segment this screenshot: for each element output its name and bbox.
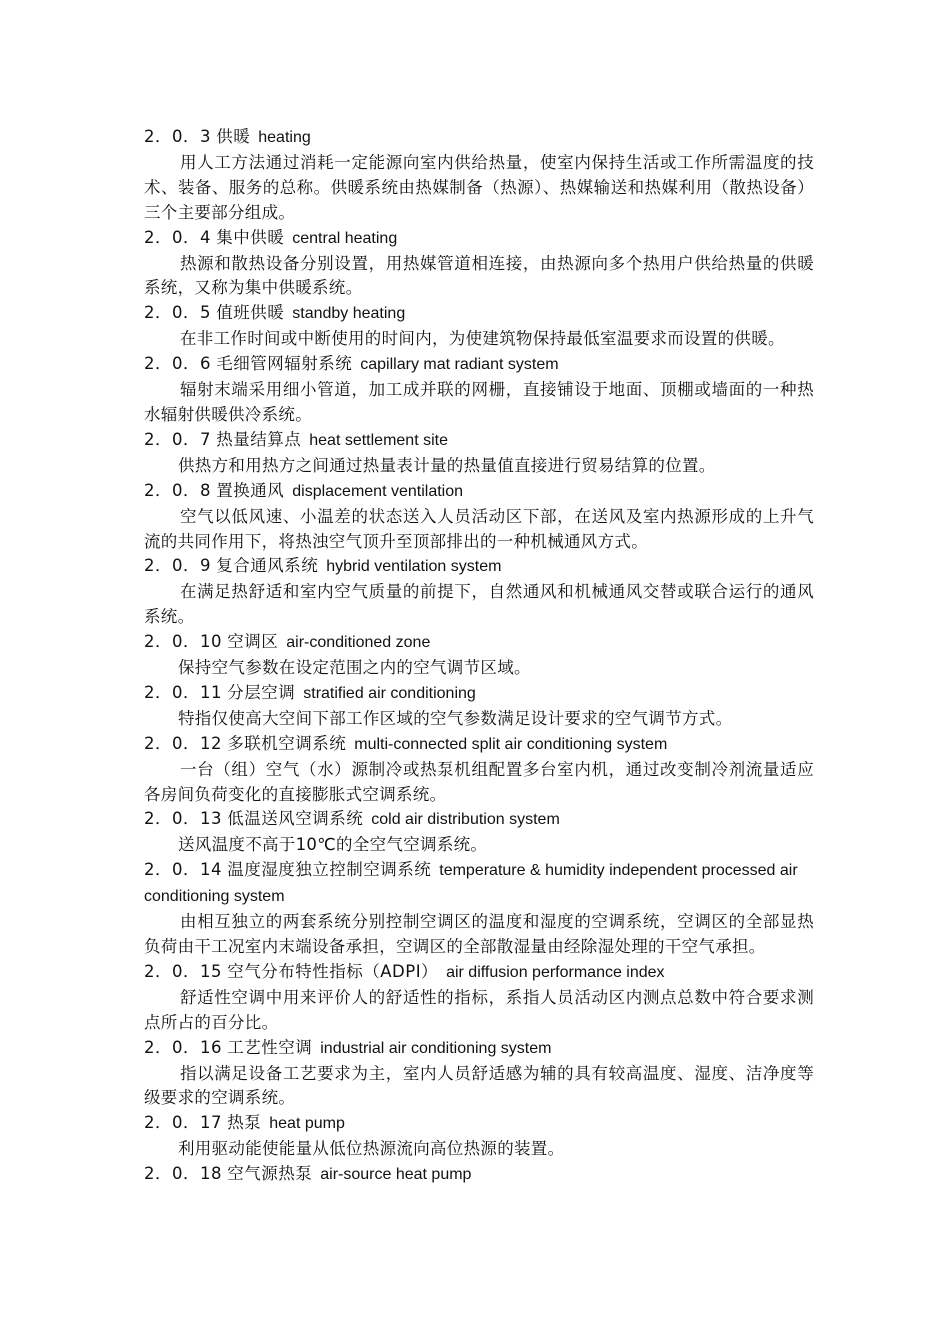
term-heading bbox=[144, 858, 814, 910]
term-chinese: 温度湿度独立控制空调系统 bbox=[227, 860, 432, 880]
term-definition: 舒适性空调中用来评价人的舒适性的指标，系指人员活动区内测点总数中符合要求测点所占的百分比。 bbox=[144, 987, 814, 1032]
term-definition: 送风温度不高于10℃的全空气空调系统。 bbox=[178, 835, 488, 855]
term-english: central heating bbox=[292, 229, 398, 247]
term-english: displacement ventilation bbox=[292, 482, 464, 500]
term-definition: 热源和散热设备分别设置，用热媒管道相连接，由热源向多个热用户供给热量的供暖系统，又称为集中供暖系统。 bbox=[144, 253, 814, 298]
term-heading bbox=[144, 1111, 814, 1137]
term-definition: 特指仅使高大空间下部工作区域的空气参数满足设计要求的空气调节方式。 bbox=[178, 708, 733, 728]
term-definition: 在非工作时间或中断使用的时间内，为使建筑物保持最低室温要求而设置的供暖。 bbox=[180, 329, 785, 349]
term-chinese: 热泵 bbox=[227, 1113, 262, 1133]
term-chinese: 毛细管网辐射系统 bbox=[216, 354, 353, 374]
term-heading bbox=[144, 301, 814, 327]
term-number: 2．0．17 bbox=[144, 1113, 222, 1133]
term-heading bbox=[144, 681, 814, 707]
term-number: 2．0．3 bbox=[144, 127, 211, 146]
term-english: cold air distribution system bbox=[371, 811, 560, 829]
term-heading bbox=[144, 960, 814, 986]
term-number: 2．0．14 bbox=[144, 860, 222, 880]
document-body bbox=[144, 125, 814, 1188]
term-heading bbox=[144, 630, 814, 656]
term-number: 2．0．6 bbox=[144, 354, 211, 374]
term-heading bbox=[144, 352, 814, 378]
term-number: 2．0．7 bbox=[144, 429, 211, 449]
term-heading bbox=[144, 226, 814, 252]
term-chinese: 复合通风系统 bbox=[216, 556, 319, 576]
term-english: standby heating bbox=[292, 305, 406, 323]
term-number: 2．0．11 bbox=[144, 682, 222, 702]
term-number: 2．0．9 bbox=[144, 556, 211, 576]
term-definition: 保持空气参数在设定范围之内的空气调节区域。 bbox=[178, 658, 531, 678]
term-definition: 一台（组）空气（水）源制冷或热泵机组配置多台室内机，通过改变制冷剂流量适应各房间负荷变化的直接膨胀式空调系统。 bbox=[144, 759, 814, 804]
term-chinese: 空气分布特性指标（ADPI） bbox=[227, 961, 439, 981]
term-heading bbox=[144, 428, 814, 454]
term-definition: 由相互独立的两套系统分别控制空调区的温度和湿度的空调系统，空调区的全部显热负荷由干工况室内末端设备承担，空调区的全部散湿量由经除湿处理的干空气承担。 bbox=[144, 912, 814, 956]
term-english: hybrid ventilation system bbox=[326, 558, 502, 576]
term-heading bbox=[144, 807, 814, 833]
term-chinese: 热量结算点 bbox=[216, 429, 302, 449]
term-english: heat settlement site bbox=[309, 431, 448, 449]
term-english: heat pump bbox=[269, 1115, 345, 1133]
term-heading bbox=[144, 479, 814, 505]
term-heading bbox=[144, 125, 814, 151]
term-heading bbox=[144, 1162, 814, 1188]
term-definition: 供热方和用热方之间通过热量表计量的热量值直接进行贸易结算的位置。 bbox=[178, 455, 716, 475]
term-english: stratified air conditioning bbox=[303, 684, 476, 702]
term-chinese: 供暖 bbox=[216, 127, 251, 146]
term-number: 2．0．10 bbox=[144, 632, 222, 652]
term-number: 2．0．5 bbox=[144, 303, 211, 323]
term-number: 2．0．16 bbox=[144, 1037, 222, 1057]
term-heading bbox=[144, 732, 814, 758]
term-english: industrial air conditioning system bbox=[320, 1039, 552, 1057]
term-definition: 辐射末端采用细小管道，加工成并联的网栅，直接铺设于地面、顶棚或墙面的一种热水辐射供暖供冷系统。 bbox=[144, 380, 814, 424]
term-chinese: 工艺性空调 bbox=[227, 1037, 313, 1057]
term-chinese: 低温送风空调系统 bbox=[227, 809, 364, 829]
term-number: 2．0．18 bbox=[144, 1164, 222, 1184]
term-chinese: 空气源热泵 bbox=[227, 1164, 313, 1184]
term-english: air diffusion performance index bbox=[446, 963, 665, 981]
term-chinese: 空调区 bbox=[227, 632, 279, 652]
term-number: 2．0．15 bbox=[144, 961, 222, 981]
term-number: 2．0．12 bbox=[144, 733, 222, 753]
term-chinese: 多联机空调系统 bbox=[227, 733, 347, 753]
term-english: air-conditioned zone bbox=[286, 634, 431, 652]
term-definition: 在满足热舒适和室内空气质量的前提下，自然通风和机械通风交替或联合运行的通风系统。 bbox=[144, 582, 814, 627]
term-definition: 空气以低风速、小温差的状态送入人员活动区下部，在送风及室内热源形成的上升气流的共同作用下，将热浊空气顶升至顶部排出的一种机械通风方式。 bbox=[144, 506, 814, 551]
term-english: multi-connected split air conditioning system bbox=[354, 735, 668, 753]
term-english: heating bbox=[258, 129, 311, 146]
term-english: capillary mat radiant system bbox=[360, 356, 559, 374]
term-number: 2．0．4 bbox=[144, 227, 211, 247]
term-heading bbox=[144, 1036, 814, 1062]
term-chinese: 集中供暖 bbox=[216, 227, 285, 247]
term-english: air-source heat pump bbox=[320, 1166, 472, 1184]
term-definition: 利用驱动能使能量从低位热源流向高位热源的装置。 bbox=[178, 1139, 565, 1159]
term-definition: 指以满足设备工艺要求为主，室内人员舒适感为辅的具有较高温度、湿度、洁净度等级要求的空调系统。 bbox=[144, 1063, 814, 1108]
term-number: 2．0．13 bbox=[144, 809, 222, 829]
term-number: 2．0．8 bbox=[144, 480, 211, 500]
term-chinese: 分层空调 bbox=[227, 682, 296, 702]
term-english: temperature & humidity independent processed air conditioning system bbox=[144, 862, 798, 906]
term-chinese: 置换通风 bbox=[216, 480, 285, 500]
term-definition: 用人工方法通过消耗一定能源向室内供给热量，使室内保持生活或工作所需温度的技术、装备、服务的总称。供暖系统由热媒制备（热源）、热媒输送和热媒利用（散热设备）三个主要部分组成。 bbox=[144, 152, 814, 222]
term-heading bbox=[144, 554, 814, 580]
term-chinese: 值班供暖 bbox=[216, 303, 285, 323]
